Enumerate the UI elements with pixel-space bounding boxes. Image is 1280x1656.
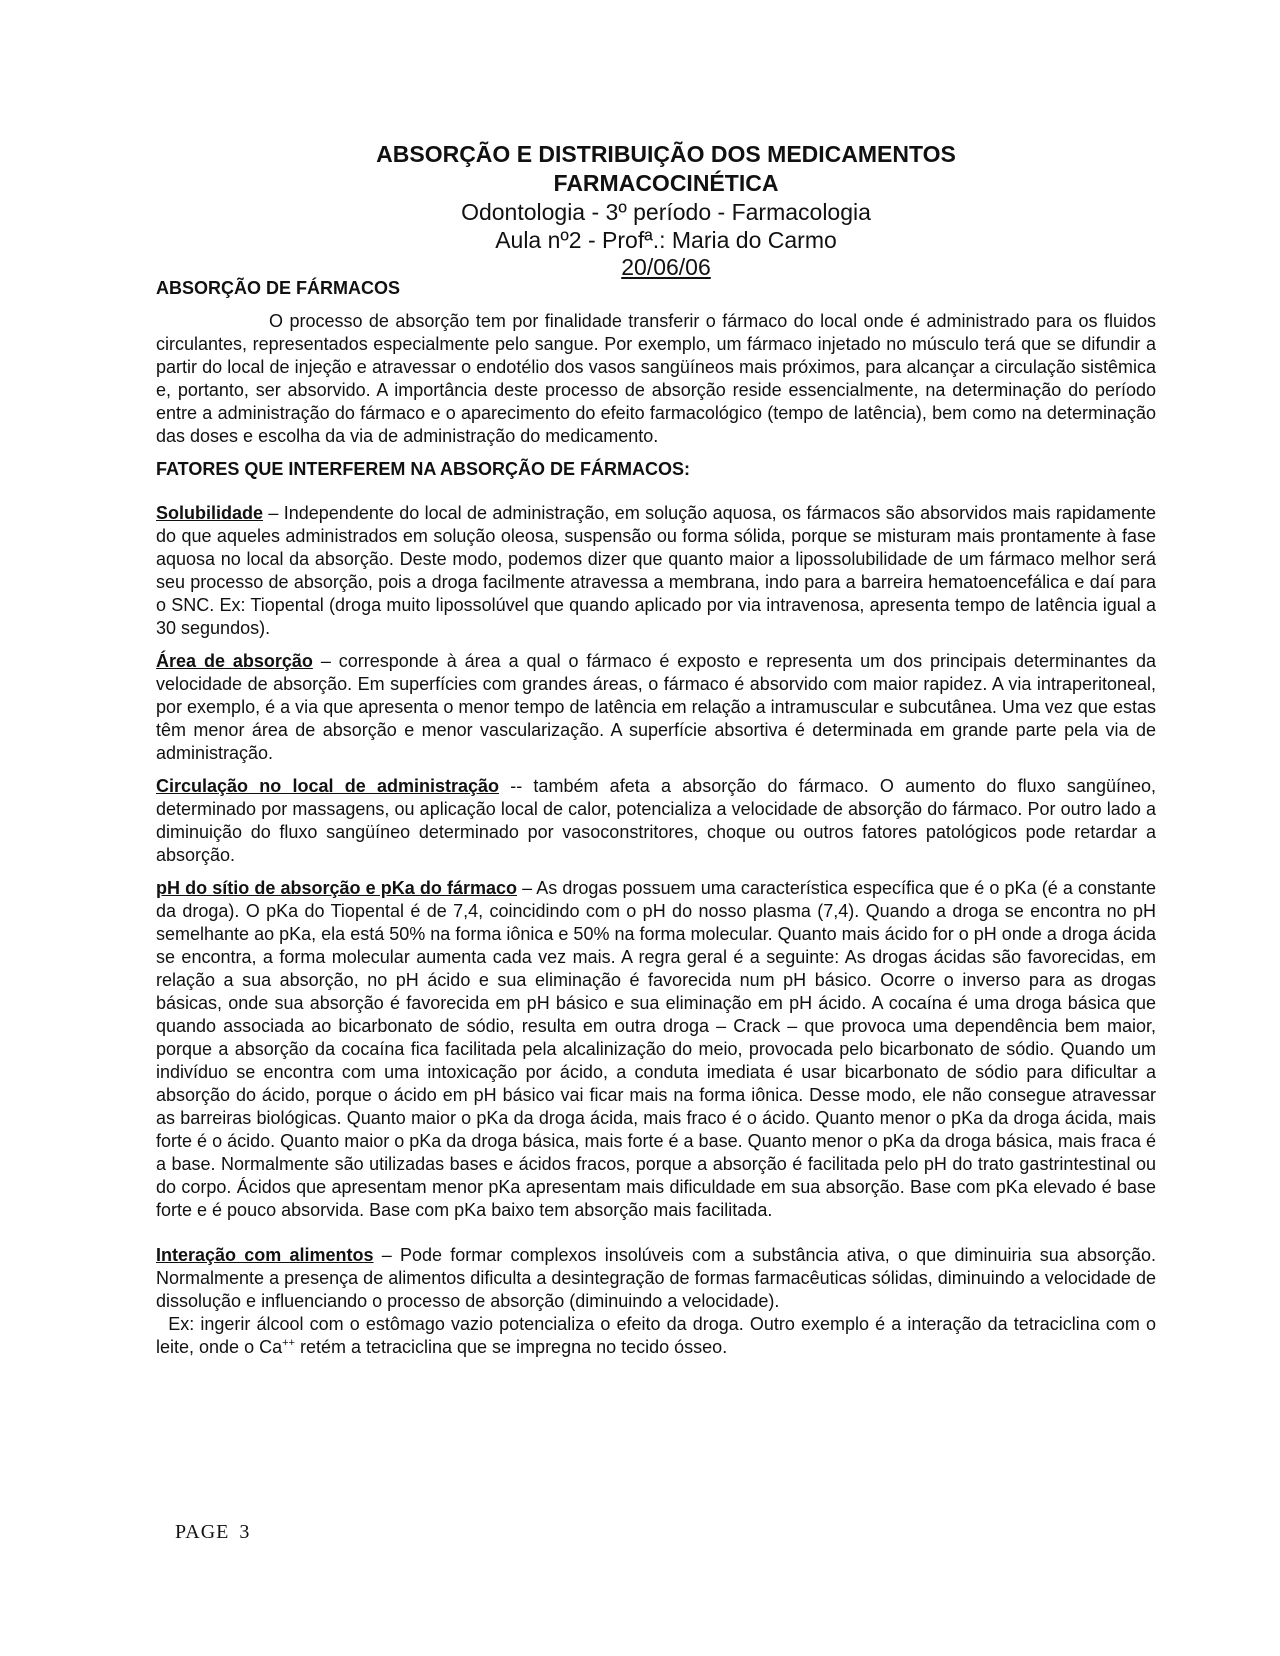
paragraph-exemplo xyxy=(156,1313,1162,1359)
document-subtitle: FARMACOCINÉTICA xyxy=(553,170,779,196)
paragraph-ph-pka xyxy=(156,877,1156,1222)
text-exemplo-after: retém a tetraciclina que se impregna no tecido ósseo. xyxy=(294,1337,728,1357)
text-area-absorcao: – corresponde à área a qual o fármaco é exposto e representa um dos principais determinantes da velocidade de absorção. Em superfícies com grandes áreas, o fármaco é absorvido com maior rapidez. A via intraperitoneal, por exemplo, é a via que apresenta o menor tempo de latência em relação a intramuscular e subcutânea. Uma vez que estas têm menor área de absorção e menor vascularização. A superfície absortiva é determinada em grande parte pela via de administração. xyxy=(156,651,1156,763)
term-solubilidade: Solubilidade xyxy=(156,503,264,523)
paragraph-solubilidade xyxy=(156,502,1156,640)
text-ph-pka: – As drogas possuem uma característica específica que é o pKa (é a constante da droga). O pKa do Tiopental é de 7,4, coincidindo com o pH do nosso plasma (7,4). Quando a droga se encontra no pH semelhante ao pKa, ela está 50% na forma iônica e 50% na forma molecular. Quanto mais ácido for o pH onde a droga ácida se encontra, a forma molecular aumenta cada vez mais. A regra geral é a seguinte: As drogas ácidas são favorecidas, em relação a sua absorção, no pH ácido e sua eliminação é favorecida num pH básico. Ocorre o inverso para as drogas básicas, onde sua absorção é favorecida em pH básico e sua eliminação em pH ácido. A cocaína é uma droga básica que quando associada ao bicarbonato de sódio, resulta em outra droga – Crack – que provoca uma dependência bem maior, porque a absorção da cocaína fica facilitada pela alcalinização do meio, provocada pelo bicarbonato de sódio. Quando um indivíduo se encontra com uma intoxicação por ácido, a conduta imediata é usar bicarbonato de sódio para dificultar a absorção do ácido, porque o ácido em pH básico vai ficar mais na forma iônica. Desse modo, ele não consegue atravessar as barreiras biológicas. Quanto maior o pKa da droga ácida, mais fraco é o ácido. Quanto menor o pKa da droga ácida, mais forte é o ácido. Quanto maior o pKa da droga básica, mais forte é a base. Quanto menor o pKa da droga básica, mais fraca é a base. Normalmente são utilizadas bases e ácidos fracos, porque a absorção é facilitada pelo pH do trato gastrintestinal ou do corpo. Ácidos que apresentam menor pKa apresentam mais dificuldade em sua absorção. Base com pKa elevado é base forte e é pouco absorvida. Base com pKa baixo tem absorção mais facilitada. xyxy=(156,878,1157,1220)
lecture-info: Aula nº2 - Profª.: Maria do Carmo xyxy=(495,227,837,253)
section-heading-absorcao: ABSORÇÃO DE FÁRMACOS xyxy=(156,278,401,298)
term-ph-pka: pH do sítio de absorção e pKa do fármaco xyxy=(156,878,518,898)
course-info: Odontologia - 3º período - Farmacologia xyxy=(461,199,871,225)
paragraph-absorcao: O processo de absorção tem por finalidade transferir o fármaco do local onde é administrado para os fluidos circulantes, representados especialmente pelo sangue. Por exemplo, um fármaco injetado no músculo terá que se difundir a partir do local de injeção e atravessar o endotélio dos vasos sangüíneos mais próximos, para alcançar a circulação sistêmica e, portanto, ser absorvido. A importância deste processo de absorção reside essencialmente, na determinação do período entre a administração do fármaco e o aparecimento do efeito farmacológico (tempo de latência), bem como na determinação das doses e escolha da via de administração do medicamento. xyxy=(156,311,1156,446)
section-heading-fatores: FATORES QUE INTERFEREM NA ABSORÇÃO DE FÁRMACOS: xyxy=(156,459,691,479)
paragraph-interacao-alimentos xyxy=(156,1244,1156,1313)
text-interacao-alimentos: – Pode formar complexos insolúveis com a substância ativa, o que diminuiria sua absorção. Normalmente a presença de alimentos dificulta a desintegração de formas farmacêuticas sólidas, diminuindo a velocidade de dissolução e influenciando o processo de absorção (diminuindo a velocidade). xyxy=(156,1245,1156,1311)
term-area-absorcao: Área de absorção xyxy=(156,651,313,671)
page-number-footer: PAGE 3 xyxy=(175,1521,251,1543)
paragraph-circulacao xyxy=(156,775,1156,867)
text-exemplo-before: Ex: ingerir álcool com o estômago vazio potencializa o efeito da droga. Outro exemplo é a interação da tetraciclina com o leite, onde o Ca xyxy=(156,1314,1162,1357)
document-page xyxy=(156,140,1162,1359)
text-solubilidade: – Independente do local de administração, em solução aquosa, os fármacos são absorvidos mais rapidamente do que aqueles administrados em solução oleosa, suspensão ou forma sólida, porque se misturam mais prontamente à fase aquosa no local da absorção. Deste modo, podemos dizer que quanto maior a lipossolubilidade de um fármaco melhor será seu processo de absorção, pois a droga facilmente atravessa a membrana, indo para a barreira hematoencefálica e daí para o SNC. Ex: Tiopental (droga muito lipossolúvel que quando aplicado por via intravenosa, apresenta tempo de latência igual a 30 segundos). xyxy=(156,503,1156,638)
document-title: ABSORÇÃO E DISTRIBUIÇÃO DOS MEDICAMENTOS xyxy=(376,141,956,167)
calcium-charge-superscript: ++ xyxy=(282,1337,295,1349)
text-circulacao: -- também afeta a absorção do fármaco. O aumento do fluxo sangüíneo, determinado por massagens, ou aplicação local de calor, potencializa a velocidade de absorção do fármaco. Por outro lado a diminuição do fluxo sangüíneo determinado por vasoconstritores, choque ou outros fatores patológicos pode retardar a absorção. xyxy=(156,776,1156,865)
lecture-date: 20/06/06 xyxy=(621,254,711,280)
term-interacao-alimentos: Interação com alimentos xyxy=(156,1245,374,1265)
term-circulacao: Circulação no local de administração xyxy=(156,776,499,796)
paragraph-area-absorcao xyxy=(156,650,1156,765)
title-block xyxy=(176,140,1156,281)
